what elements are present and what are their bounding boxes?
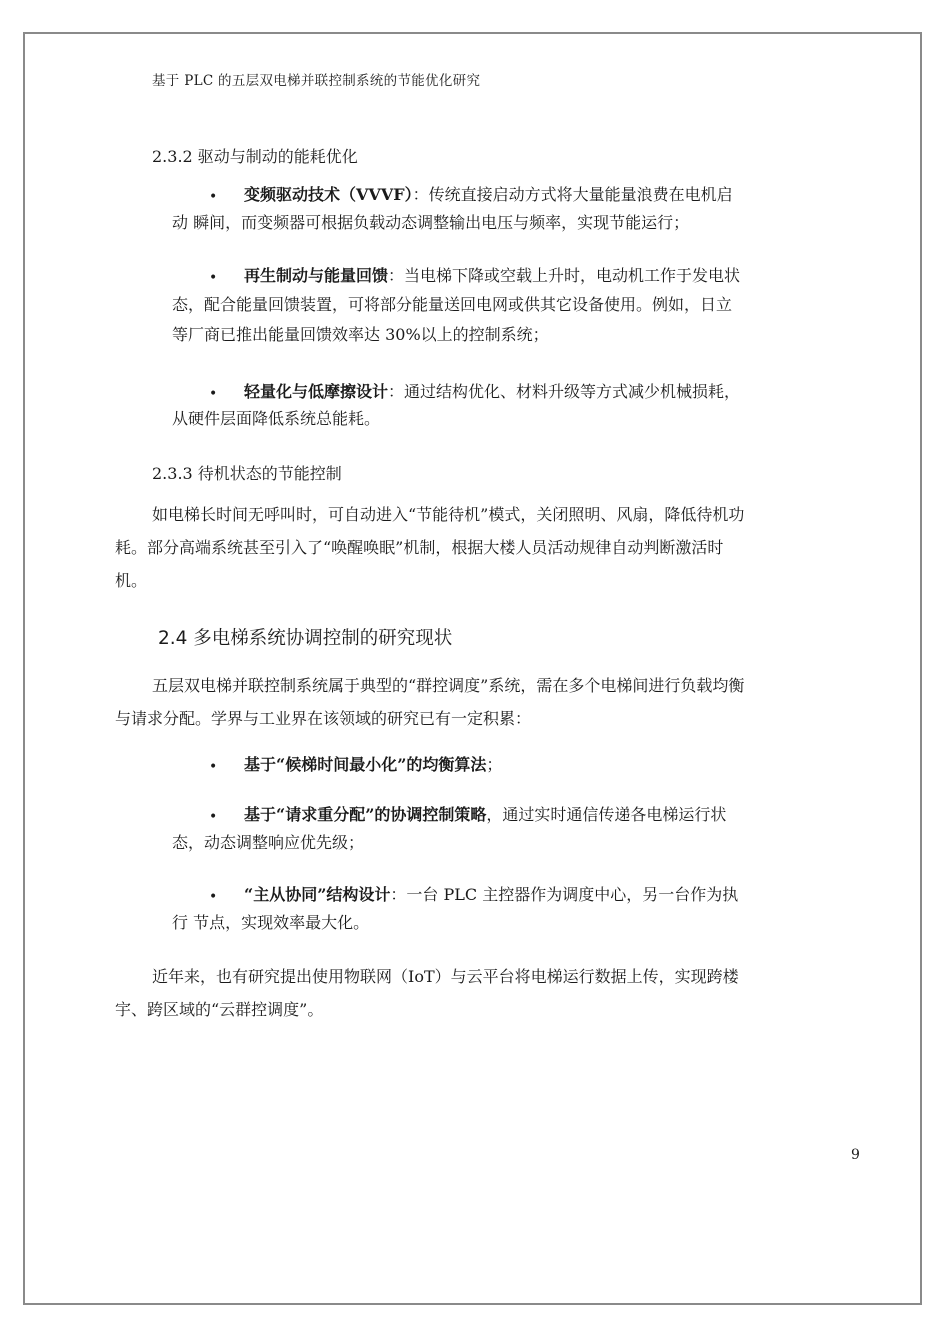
item-text: ：当电梯下降或空载上升时，电动机工作于发电状 — [388, 266, 741, 285]
bold-term: “主从协同”结构设计 — [244, 885, 391, 904]
running-header: 基于 PLC 的五层双电梯并联控制系统的节能优化研究 — [152, 73, 481, 89]
item-text: ； — [486, 755, 503, 774]
item-text-line: 动 瞬间，而变频器可根据负载动态调整输出电压与频率，实现节能运行； — [172, 213, 690, 232]
bold-term: 变频驱动技术（VVVF） — [244, 185, 413, 204]
paragraph-line: 五层双电梯并联控制系统属于典型的“群控调度”系统，需在多个电梯间进行负载均衡 — [152, 676, 745, 695]
bold-term: 轻量化与低摩擦设计 — [244, 382, 389, 401]
bullet-icon: • — [209, 189, 218, 205]
paragraph-line: 与请求分配。学界与工业界在该领域的研究已有一定积累： — [115, 709, 532, 728]
item-text: ：一台 PLC 主控器作为调度中心，另一台作为执 — [390, 885, 739, 904]
bullet-item-vvvf — [244, 184, 733, 206]
page-number: 9 — [851, 1147, 860, 1163]
bullet-icon: • — [209, 386, 218, 402]
item-text: ：通过结构优化、材料升级等方式减少机械损耗， — [388, 382, 741, 401]
item-text: ：传统直接启动方式将大量能量浪费在电机启 — [412, 185, 733, 204]
bold-term: 基于“请求重分配”的协调控制策略 — [244, 805, 487, 824]
section-heading-2-4: 2.4 多电梯系统协调控制的研究现状 — [158, 628, 453, 649]
item-text-line: 态，配合能量回馈装置，可将部分能量送回电网或供其它设备使用。例如，日立 — [172, 295, 733, 314]
paragraph-line: 如电梯长时间无呼叫时，可自动进入“节能待机”模式，关闭照明、风扇，降低待机功 — [152, 505, 745, 524]
section-heading-2-3-2: 2.3.2 驱动与制动的能耗优化 — [152, 147, 358, 166]
paragraph-line: 宇、跨区域的“云群控调度”。 — [115, 1000, 324, 1019]
bullet-icon: • — [209, 809, 218, 825]
paragraph-line: 近年来，也有研究提出使用物联网（IoT）与云平台将电梯运行数据上传，实现跨楼 — [152, 967, 739, 986]
paragraph-line: 耗。部分高端系统甚至引入了“唤醒唤眠”机制，根据大楼人员活动规律自动判断激活时 — [115, 538, 724, 557]
bullet-item-master-slave — [244, 884, 738, 906]
bullet-item-regen — [244, 265, 740, 287]
bullet-icon: • — [209, 759, 218, 775]
bullet-icon: • — [209, 889, 218, 905]
item-text-line: 等厂商已推出能量回馈效率达 30%以上的控制系统； — [172, 325, 549, 344]
bullet-item-lightweight — [244, 381, 740, 403]
item-text-line: 行 节点，实现效率最大化。 — [172, 913, 370, 932]
bold-term: 基于“候梯时间最小化”的均衡算法 — [244, 755, 487, 774]
section-heading-2-3-3: 2.3.3 待机状态的节能控制 — [152, 464, 342, 483]
bullet-icon: • — [209, 270, 218, 286]
item-text: ，通过实时通信传递各电梯运行状 — [486, 805, 727, 824]
item-text-line: 态，动态调整响应优先级； — [172, 833, 365, 852]
bullet-item-reassign — [244, 804, 726, 826]
bold-term: 再生制动与能量回馈 — [244, 266, 389, 285]
paragraph-line: 机。 — [115, 571, 148, 590]
bullet-item-wait-time — [244, 754, 502, 776]
item-text-line: 从硬件层面降低系统总能耗。 — [172, 409, 381, 428]
